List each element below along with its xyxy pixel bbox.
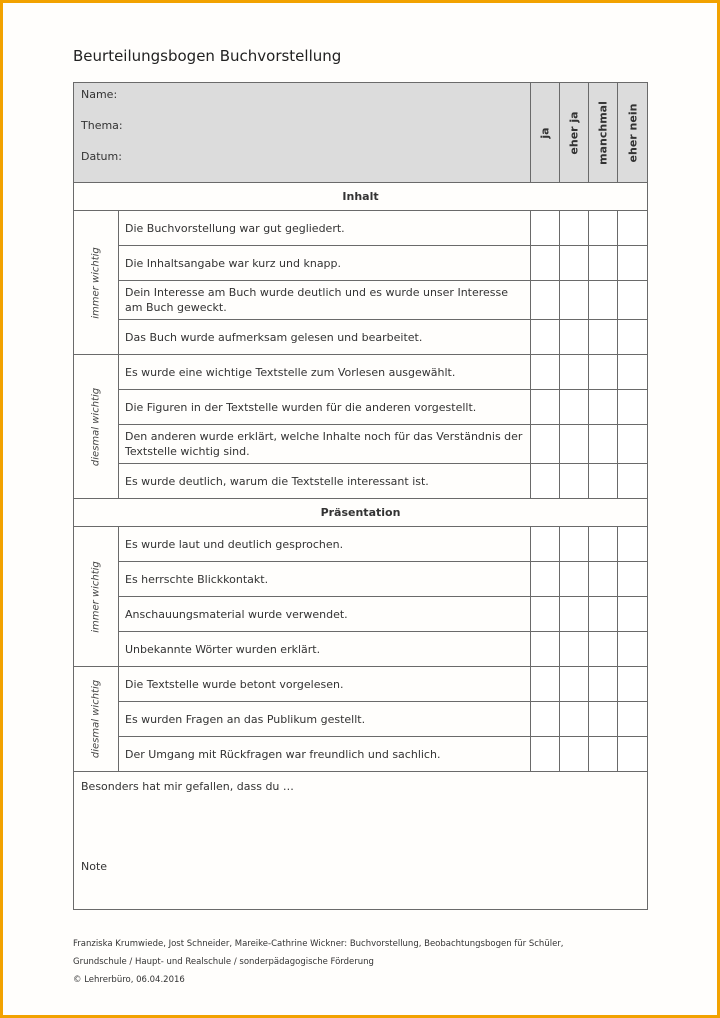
column-label-manchmal: manchmal [596,100,610,165]
table-row [74,562,648,597]
checkbox-eher-ja[interactable] [560,667,589,702]
criterion-text: Der Umgang mit Rückfragen war freundlich und sachlich. [119,737,531,772]
name-field[interactable]: Name: [81,88,118,101]
checkbox-ja[interactable] [531,667,560,702]
checkbox-ja[interactable] [531,702,560,737]
checkbox-eher-nein[interactable] [618,597,648,632]
checkbox-manchmal[interactable] [589,702,618,737]
topic-field[interactable]: Thema: [81,119,123,132]
checkbox-ja[interactable] [531,281,560,320]
checkbox-manchmal[interactable] [589,281,618,320]
checkbox-eher-nein[interactable] [618,702,648,737]
checkbox-ja[interactable] [531,355,560,390]
section-heading-praesentation: Präsentation [74,499,648,527]
checkbox-eher-nein[interactable] [618,211,648,246]
section-heading-inhalt: Inhalt [74,183,648,211]
checkbox-ja[interactable] [531,632,560,667]
checkbox-ja[interactable] [531,425,560,464]
criterion-text: Es wurde eine wichtige Textstelle zum Vorlesen ausgewählt. [119,355,531,390]
checkbox-eher-nein[interactable] [618,527,648,562]
group-label-cell [74,211,119,355]
checkbox-eher-ja[interactable] [560,320,589,355]
table-row [74,355,648,390]
checkbox-manchmal[interactable] [589,425,618,464]
checkbox-eher-ja[interactable] [560,562,589,597]
checkbox-eher-nein[interactable] [618,281,648,320]
checkbox-eher-nein[interactable] [618,562,648,597]
footer-copyright: © Lehrerbüro, 06.04.2016 [73,975,185,985]
table-row [74,527,648,562]
group-label: diesmal wichtig [90,387,102,466]
group-label: immer wichtig [90,560,102,633]
checkbox-ja[interactable] [531,320,560,355]
checkbox-eher-ja[interactable] [560,211,589,246]
column-header-eher-nein [618,83,648,183]
criterion-text: Das Buch wurde aufmerksam gelesen und bearbeitet. [119,320,531,355]
checkbox-eher-nein[interactable] [618,425,648,464]
column-label-ja: ja [538,126,552,139]
table-row [74,597,648,632]
checkbox-eher-nein[interactable] [618,390,648,425]
checkbox-ja[interactable] [531,737,560,772]
date-field[interactable]: Datum: [81,150,122,163]
footer [73,935,673,989]
checkbox-eher-nein[interactable] [618,320,648,355]
footer-school-types: Grundschule / Haupt- und Realschule / sonderpädagogische Förderung [73,957,374,967]
criterion-text: Die Textstelle wurde betont vorgelesen. [119,667,531,702]
checkbox-ja[interactable] [531,464,560,499]
criterion-text: Es wurden Fragen an das Publikum gestellt. [119,702,531,737]
checkbox-eher-ja[interactable] [560,737,589,772]
checkbox-manchmal[interactable] [589,527,618,562]
checkbox-manchmal[interactable] [589,667,618,702]
student-info-cell [74,83,531,183]
checkbox-eher-ja[interactable] [560,464,589,499]
footer-authors: Franziska Krumwiede, Jost Schneider, Mareike-Cathrine Wickner: Buchvorstellung, Beobachtungsbogen für Schüler, [73,939,564,949]
checkbox-manchmal[interactable] [589,390,618,425]
table-row [74,632,648,667]
checkbox-eher-nein[interactable] [618,464,648,499]
column-label-eher-nein: eher nein [626,103,639,162]
column-header-manchmal [589,83,618,183]
group-label: immer wichtig [90,246,102,319]
checkbox-ja[interactable] [531,246,560,281]
table-row [74,425,648,464]
checkbox-manchmal[interactable] [589,737,618,772]
criterion-text: Den anderen wurde erklärt, welche Inhalte noch für das Verständnis der Textstelle wichtig sind. [119,425,531,464]
table-row [74,281,648,320]
table-row [74,667,648,702]
criterion-text: Es herrschte Blickkontakt. [119,562,531,597]
checkbox-ja[interactable] [531,390,560,425]
checkbox-ja[interactable] [531,597,560,632]
checkbox-eher-nein[interactable] [618,632,648,667]
notes-area[interactable] [74,772,648,910]
criterion-text: Anschauungsmaterial wurde verwendet. [119,597,531,632]
checkbox-eher-ja[interactable] [560,281,589,320]
group-label: diesmal wichtig [90,679,102,759]
criterion-text: Die Inhaltsangabe war kurz und knapp. [119,246,531,281]
table-row [74,320,648,355]
table-row [74,737,648,772]
checkbox-eher-nein[interactable] [618,355,648,390]
checkbox-manchmal[interactable] [589,597,618,632]
criterion-text: Es wurde deutlich, warum die Textstelle interessant ist. [119,464,531,499]
checkbox-manchmal[interactable] [589,320,618,355]
checkbox-eher-ja[interactable] [560,632,589,667]
checkbox-manchmal[interactable] [589,632,618,667]
checkbox-eher-ja[interactable] [560,390,589,425]
checkbox-eher-ja[interactable] [560,246,589,281]
checkbox-eher-nein[interactable] [618,246,648,281]
table-row [74,702,648,737]
column-header-eher-ja [560,83,589,183]
column-header-ja [531,83,560,183]
group-label-cell [74,527,119,667]
checkbox-ja[interactable] [531,562,560,597]
checkbox-eher-ja[interactable] [560,527,589,562]
page-title: Beurteilungsbogen Buchvorstellung [73,47,342,65]
checkbox-ja[interactable] [531,527,560,562]
checkbox-manchmal[interactable] [589,211,618,246]
criterion-text: Unbekannte Wörter wurden erklärt. [119,632,531,667]
group-label-cell [74,667,119,772]
checkbox-eher-nein[interactable] [618,667,648,702]
column-label-eher-ja: eher ja [567,110,581,155]
table-row [74,211,648,246]
criterion-text: Es wurde laut und deutlich gesprochen. [119,527,531,562]
checkbox-manchmal[interactable] [589,355,618,390]
checkbox-eher-nein[interactable] [618,737,648,772]
checkbox-manchmal[interactable] [589,562,618,597]
grade-label: Note [81,860,108,873]
checkbox-manchmal[interactable] [589,246,618,281]
checkbox-eher-ja[interactable] [560,702,589,737]
checkbox-eher-ja[interactable] [560,425,589,464]
notes-prompt: Besonders hat mir gefallen, dass du … [81,780,294,793]
checkbox-eher-ja[interactable] [560,355,589,390]
evaluation-table [73,82,648,910]
checkbox-ja[interactable] [531,211,560,246]
group-label-cell [74,355,119,499]
criterion-text: Die Buchvorstellung war gut gegliedert. [119,211,531,246]
criterion-text: Dein Interesse am Buch wurde deutlich und es wurde unser Interesse am Buch geweckt. [119,281,531,320]
table-row [74,464,648,499]
criterion-text: Die Figuren in der Textstelle wurden für die anderen vorgestellt. [119,390,531,425]
checkbox-eher-ja[interactable] [560,597,589,632]
table-row [74,390,648,425]
checkbox-manchmal[interactable] [589,464,618,499]
table-row [74,246,648,281]
